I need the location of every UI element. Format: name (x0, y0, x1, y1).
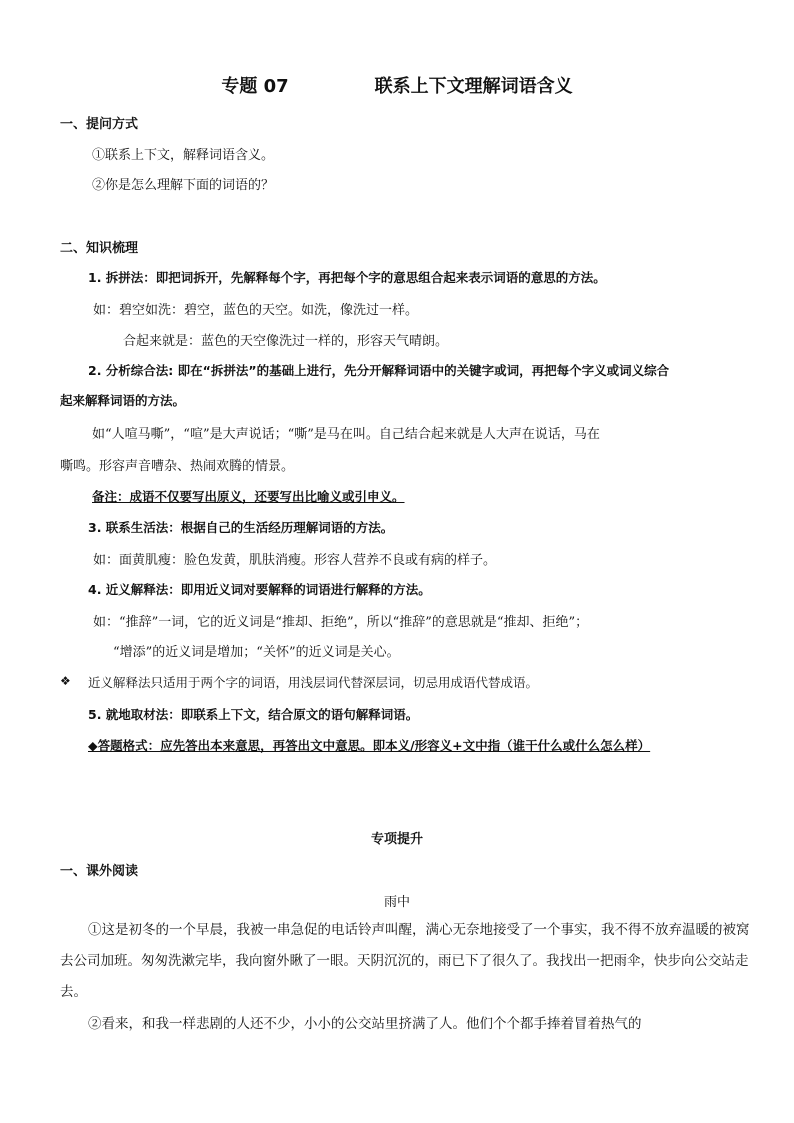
section2-heading: 二、知识梳理 (60, 241, 139, 256)
story-paragraph-2: ②看来，和我一样悲剧的人还不少，小小的公交站里挤满了人。他们个个都手捧着冒着热气的 (88, 1016, 642, 1032)
method2-title-line2: 起来解释词语的方法。 (60, 393, 186, 408)
page-title (0, 72, 794, 98)
method2-example-line2: 嘶鸣。形容声音嘈杂、热闹欢腾的情景。 (60, 459, 295, 474)
method3-example: 如：面黄肌瘦：脸色发黄，肌肤消瘦。形容人营养不良或有病的样子。 (93, 553, 497, 568)
story-title: 雨中 (383, 895, 410, 910)
answer-format: ◆答题格式：应先答出本来意思，再答出文中意思。即本义/形容义+文中指（谁干什么或什么怎么样） (88, 738, 651, 753)
method3-title: 3. 联系生活法：根据自己的生活经历理解词语的方法。 (88, 520, 394, 535)
method2-note: 备注：成语不仅要写出原义，还要写出比喻义或引申义。 (92, 489, 405, 504)
section3-heading: 专项提升 (370, 832, 423, 847)
method2-title-line1: 2. 分析综合法: 即在“拆拼法”的基础上进行，先分开解释词语中的关键字或词，再把每个字义或词义综合 (88, 363, 670, 378)
method4-example-line2: “增添”的近义词是增加；“关怀”的近义词是关心。 (113, 645, 400, 660)
method4-example-line1: 如：“推辞”一词，它的近义词是“推却、拒绝”，所以“推辞”的意思就是“推却、拒绝”； (93, 615, 589, 630)
story-paragraph-1: ①这是初冬的一个早晨，我被一串急促的电话铃声叫醒，满心无奈地接受了一个事实，我不得不放弃温暖的被窝去公司加班。匆匆洗漱完毕，我向窗外瞅了一眼。天阴沉沉的，雨已下了很久了。我找出一把雨伞，快步向公交站走去。 (60, 922, 750, 1000)
section1-heading: 一、提问方式 (60, 117, 139, 132)
method1-example-summary: 合起来就是：蓝色的天空像洗过一样的，形容天气晴朗。 (123, 334, 449, 349)
tip-text: 近义解释法只适用于两个字的词语，用浅层词代替深层词，切忌用成语代替成语。 (88, 675, 539, 690)
section3-subheading: 一、课外阅读 (60, 864, 139, 879)
title-topic-name: 联系上下文理解词语含义 (374, 76, 573, 97)
method1-example: 如：碧空如洗：碧空，蓝色的天空。如洗，像洗过一样。 (93, 303, 419, 318)
diamond-bullet-icon: ❖ (60, 674, 71, 688)
question-item-1: ①联系上下文，解释词语含义。 (92, 148, 275, 163)
question-item-2: ②你是怎么理解下面的词语的？ (92, 178, 275, 193)
method1-title: 1. 拆拼法：即把词拆开，先解释每个字，再把每个字的意思组合起来表示词语的意思的方法。 (88, 270, 606, 285)
method4-title: 4. 近义解释法：即用近义词对要解释的词语进行解释的方法。 (88, 582, 431, 597)
method5-title: 5. 就地取材法：即联系上下文，结合原文的语句解释词语。 (88, 707, 419, 722)
method2-example-line1: 如“人喧马嘶”，“喧”是大声说话；“嘶”是马在叫。自己结合起来就是人大声在说话，马在 (92, 427, 600, 442)
title-topic-number: 专题 07 (221, 76, 289, 97)
